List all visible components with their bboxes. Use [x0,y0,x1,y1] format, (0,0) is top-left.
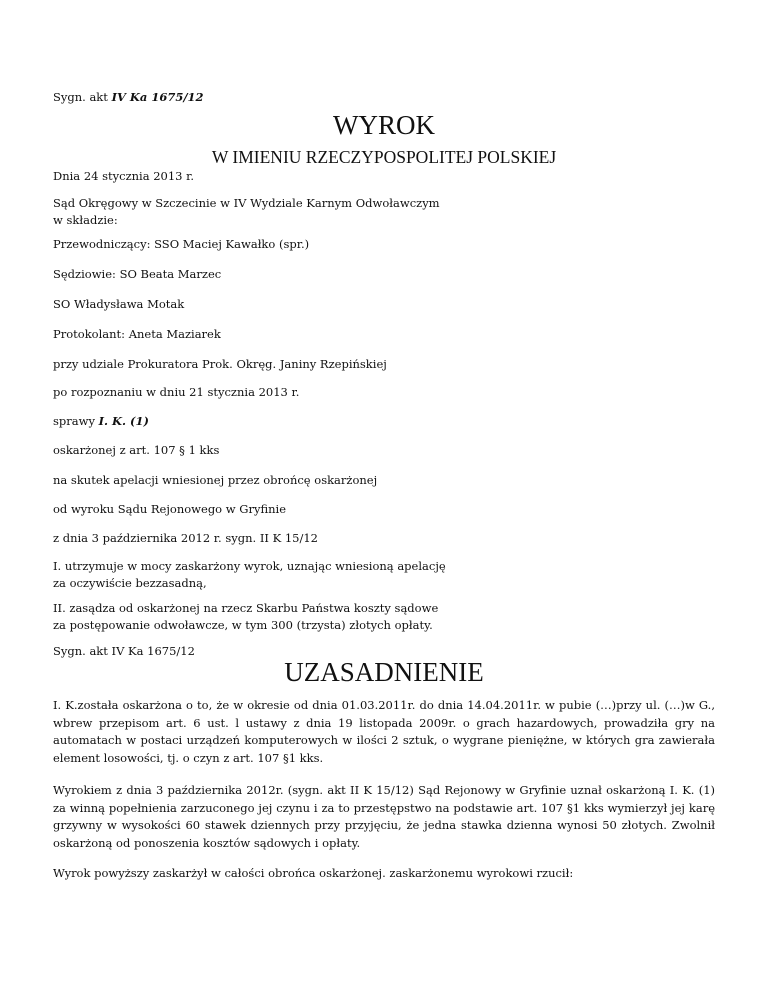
document-title: WYROK [333,110,435,140]
case-signature [53,89,204,106]
case-number: IV Ka 1675/12 [111,90,204,104]
justification-paragraph-2: Wyrokiem z dnia 3 października 2012r. (sygn. akt II K 15/12) Sąd Rejonowy w Gryfinie uznał oskarżoną I. K. (1) za winną popełnienia zarzuconego jej czynu i za to przestępstwo na podstawie art. 107 §1 kks wymierzył jej karę grzywny w wysokości 60 stawek dziennych przy przyjęciu, że jedna stawka dzienna wynosi 50 złotych. Zwolnił oskarżoną od ponoszenia kosztów sądowych i opłaty. [53,783,715,850]
defendant-name: I. K. (1) [98,414,149,428]
charge-line: oskarżonej z art. 107 § 1 kks [53,443,220,457]
court-line-1: Sąd Okręgowy w Szczecinie w IV Wydziale Karnym Odwoławczym [53,196,440,210]
judges-line: Sędziowie: SO Beata Marzec [53,267,222,281]
clerk-line: Protokolant: Aneta Maziarek [53,327,221,341]
appeal-line: na skutek apelacji wniesionej przez obrońcę oskarżonej [53,473,378,487]
judgment-of-line: od wyroku Sądu Rejonowego w Gryfinie [53,502,287,516]
judgment-date-line: z dnia 3 października 2012 r. sygn. II K 15/12 [53,531,318,545]
ruling-2-line-2: za postępowanie odwoławcze, w tym 300 (trzysta) złotych opłaty. [53,618,433,632]
judge-2-line: SO Władysława Motak [53,297,185,311]
case-of-prefix: sprawy [53,414,99,428]
hearing-line: po rozpoznaniu w dniu 21 stycznia 2013 r. [53,385,300,399]
court-line-2: w składzie: [53,213,118,227]
case-signature-prefix: Sygn. akt [53,90,112,104]
ruling-2-line-1: II. zasądza od oskarżonej na rzecz Skarbu Państwa koszty sądowe [53,601,439,615]
justification-paragraph-3: Wyrok powyższy zaskarżył w całości obrońca oskarżonej. zaskarżonemu wyrokowi rzucił: [53,866,574,880]
date-line: Dnia 24 stycznia 2013 r. [53,169,195,183]
presiding-judge: Przewodniczący: SSO Maciej Kawałko (spr.) [53,237,310,251]
case-signature-2: Sygn. akt IV Ka 1675/12 [53,644,195,658]
case-of-line [53,413,149,430]
ruling-1-line-1: I. utrzymuje w mocy zaskarżony wyrok, uznając wniesioną apelację [53,559,446,573]
justification-paragraph-1: I. K.została oskarżona o to, że w okresie od dnia 01.03.2011r. do dnia 14.04.2011r. w pubie (…)przy ul. (…)w G., wbrew przepisom art. 6 ust. l ustawy z dnia 19 listopada 2009r. o grach hazardowych, prowadziła gry na automatach w postaci urządzeń komputerowych w ilości 2 sztuk, o wygrane pieniężne, w których gra zawierała element losowości, tj. o czyn z art. 107 §1 kks. [53,698,715,765]
ruling-1-line-2: za oczywiście bezzasadną, [53,576,207,590]
prosecutor-line: przy udziale Prokuratora Prok. Okręg. Janiny Rzepińskiej [53,357,387,371]
justification-title: UZASADNIENIE [284,657,484,687]
document-subtitle: W IMIENIU RZECZYPOSPOLITEJ POLSKIEJ [211,147,557,167]
